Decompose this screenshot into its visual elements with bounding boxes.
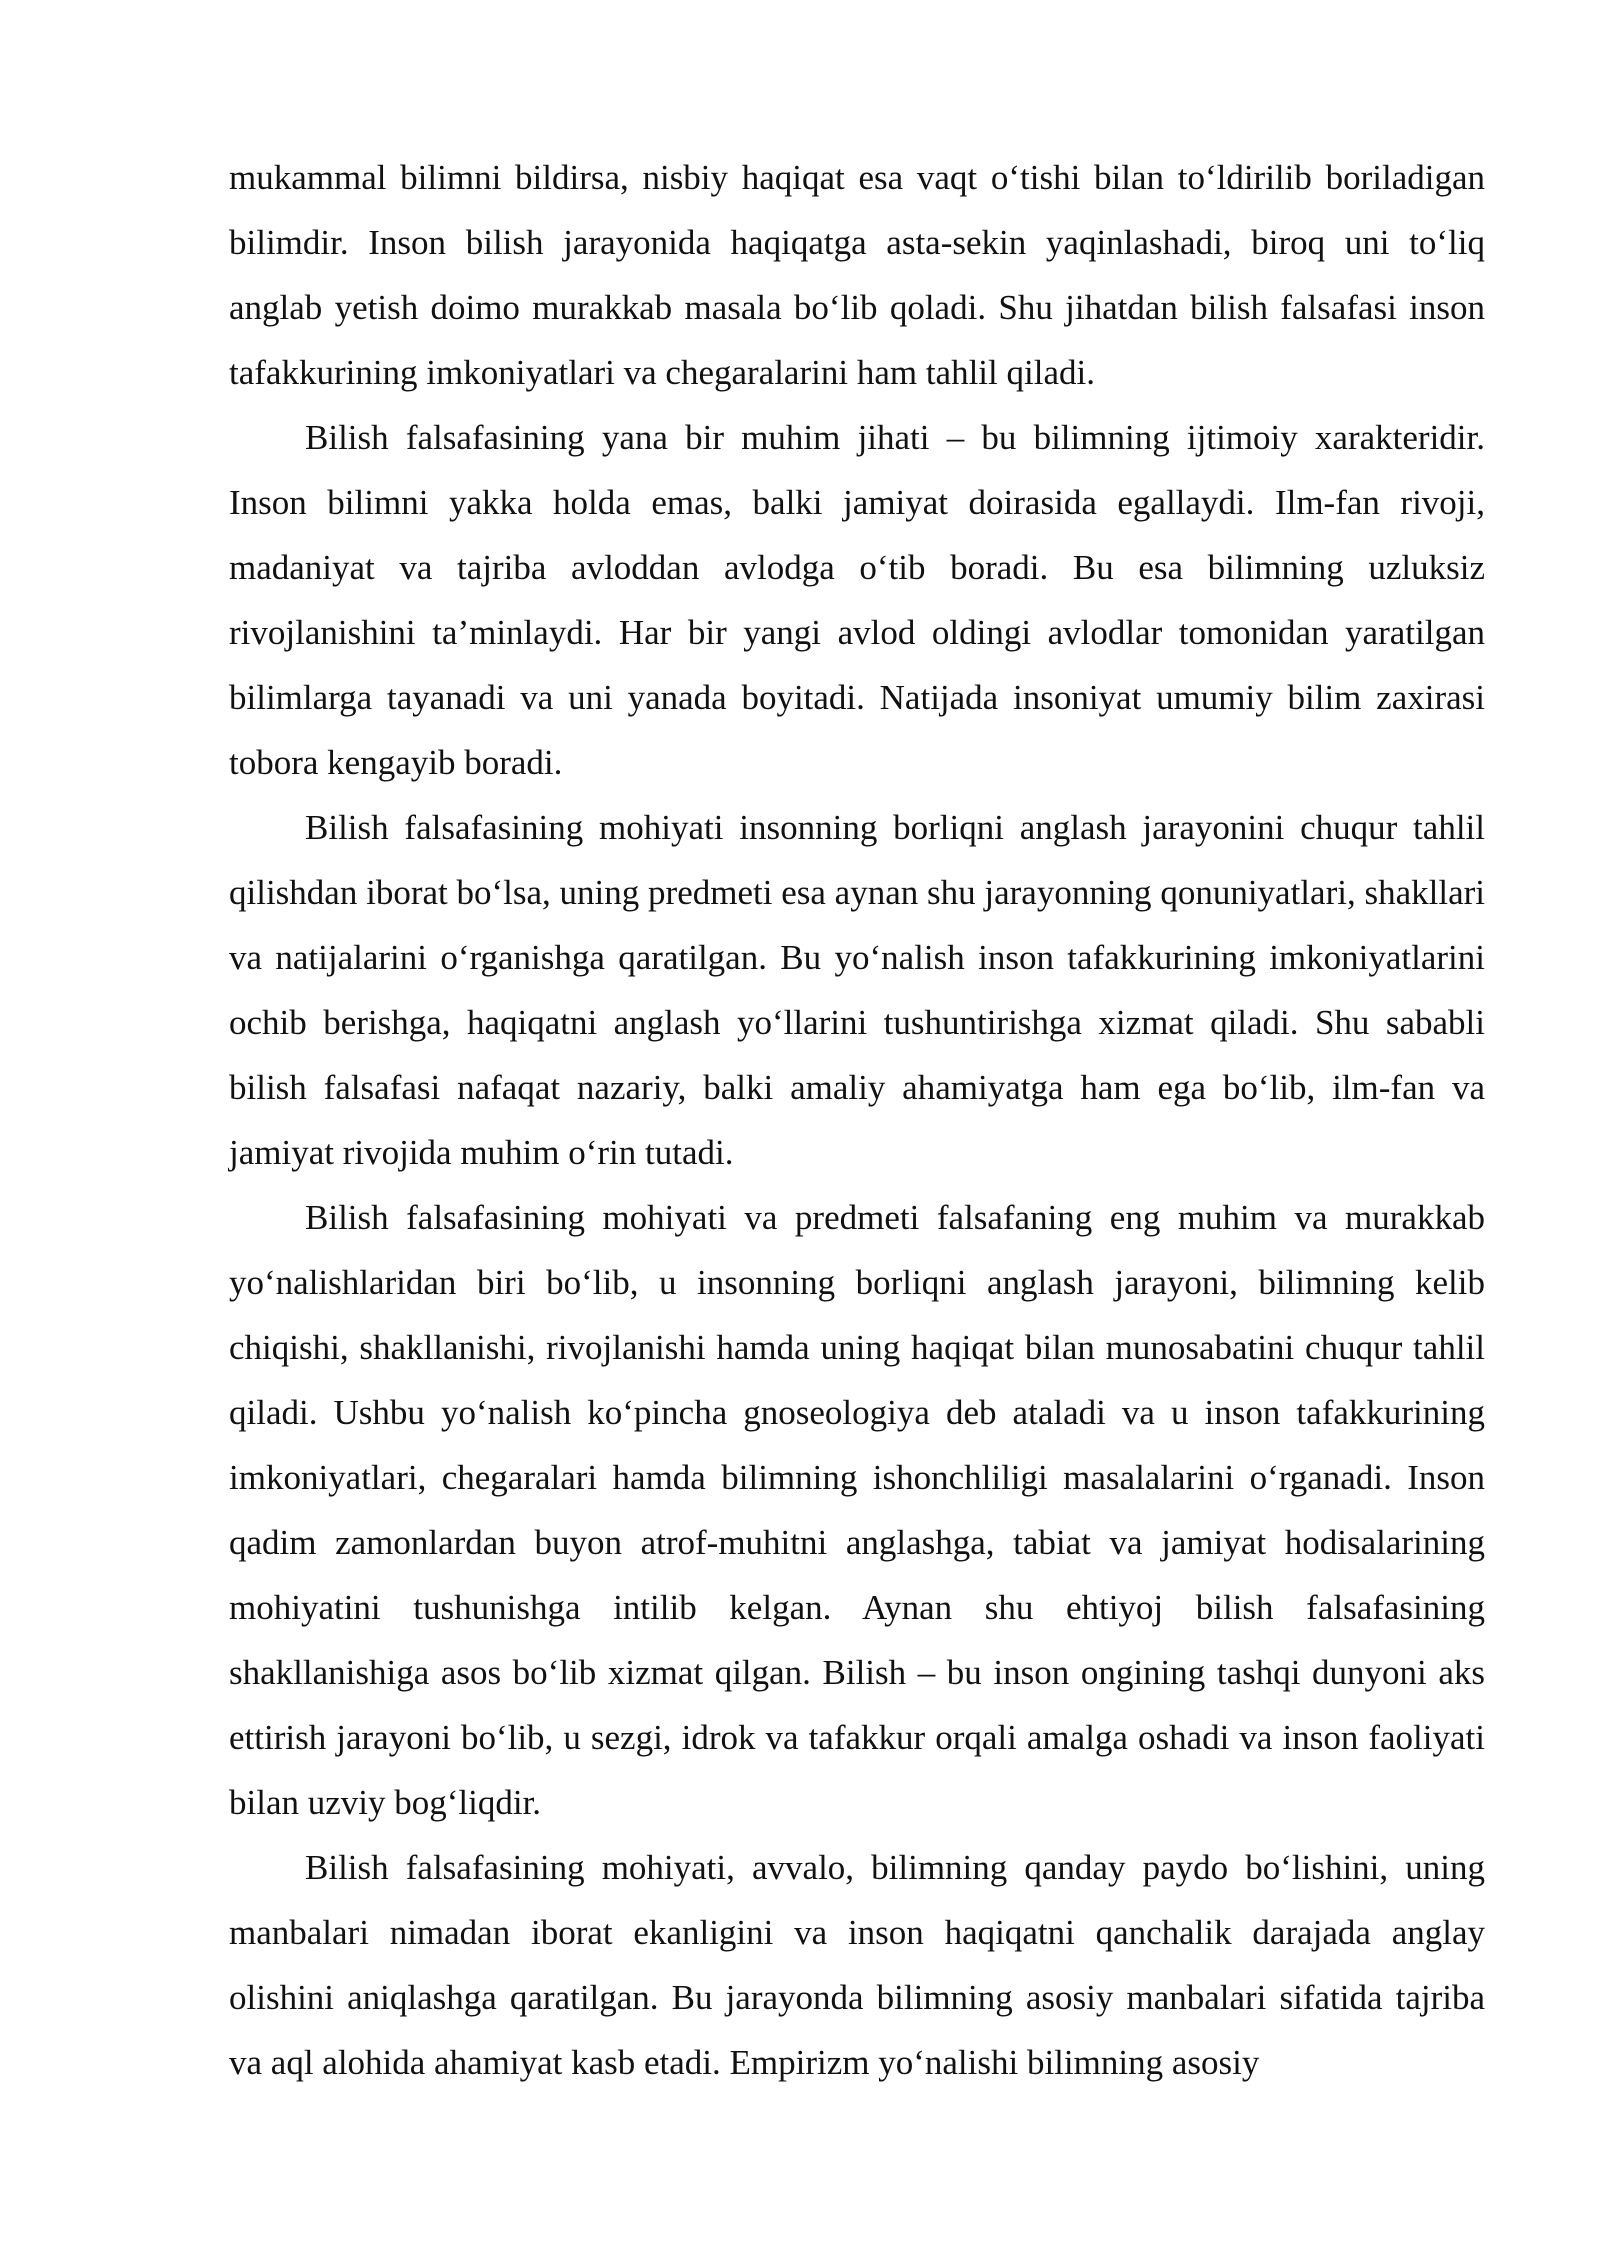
document-page [229, 145, 1485, 2095]
paragraph-5: Bilish falsafasining mohiyati, avvalo, bilimning qanday paydo bo‘lishini, uning manbalari nimadan iborat ekanligini va inson haqiqatni qanchalik darajada anglay olishini aniqlashga qaratilgan. Bu jarayonda bilimning asosiy manbalari sifatida tajriba va aql alohida ahamiyat kasb etadi. Empirizm yo‘nalishi bilimning asosiy [229, 1848, 1485, 2082]
paragraph-4: Bilish falsafasining mohiyati va predmeti falsafaning eng muhim va murakkab yo‘nalishlaridan biri bo‘lib, u insonning borliqni anglash jarayoni, bilimning kelib chiqishi, shakllanishi, rivojlanishi hamda uning haqiqat bilan munosabatini chuqur tahlil qiladi. Ushbu yo‘nalish ko‘pincha gnoseologiya deb ataladi va u inson tafakkurining imkoniyatlari, chegaralari hamda bilimning ishonchliligi masalalarini o‘rganadi. Inson qadim zamonlardan buyon atrof-muhitni anglashga, tabiat va jamiyat hodisalarining mohiyatini tushunishga intilib kelgan. Aynan shu ehtiyoj bilish falsafasining shakllanishiga asos bo‘lib xizmat qilgan. Bilish – bu inson ongining tashqi dunyoni aks ettirish jarayoni bo‘lib, u sezgi, idrok va tafakkur orqali amalga oshadi va inson faoliyati bilan uzviy bog‘liqdir. [229, 1198, 1485, 1822]
paragraph-2: Bilish falsafasining yana bir muhim jihati – bu bilimning ijtimoiy xarakteridir. Inson bilimni yakka holda emas, balki jamiyat doirasida egallaydi. Ilm-fan rivoji, madaniyat va tajriba avloddan avlodga o‘tib boradi. Bu esa bilimning uzluksiz rivojlanishini ta’minlaydi. Har bir yangi avlod oldingi avlodlar tomonidan yaratilgan bilimlarga tayanadi va uni yanada boyitadi. Natijada insoniyat umumiy bilim zaxirasi tobora kengayib boradi. [229, 418, 1485, 782]
paragraph-1: mukammal bilimni bildirsa, nisbiy haqiqat esa vaqt o‘tishi bilan to‘ldirilib boriladigan bilimdir. Inson bilish jarayonida haqiqatga asta-sekin yaqinlashadi, biroq uni to‘liq anglab yetish doimo murakkab masala bo‘lib qoladi. Shu jihatdan bilish falsafasi inson tafakkurining imkoniyatlari va chegaralarini ham tahlil qiladi. [229, 158, 1485, 392]
paragraph-3: Bilish falsafasining mohiyati insonning borliqni anglash jarayonini chuqur tahlil qilishdan iborat bo‘lsa, uning predmeti esa aynan shu jarayonning qonuniyatlari, shakllari va natijalarini o‘rganishga qaratilgan. Bu yo‘nalish inson tafakkurining imkoniyatlarini ochib berishga, haqiqatni anglash yo‘llarini tushuntirishga xizmat qiladi. Shu sababli bilish falsafasi nafaqat nazariy, balki amaliy ahamiyatga ham ega bo‘lib, ilm-fan va jamiyat rivojida muhim o‘rin tutadi. [229, 808, 1485, 1172]
